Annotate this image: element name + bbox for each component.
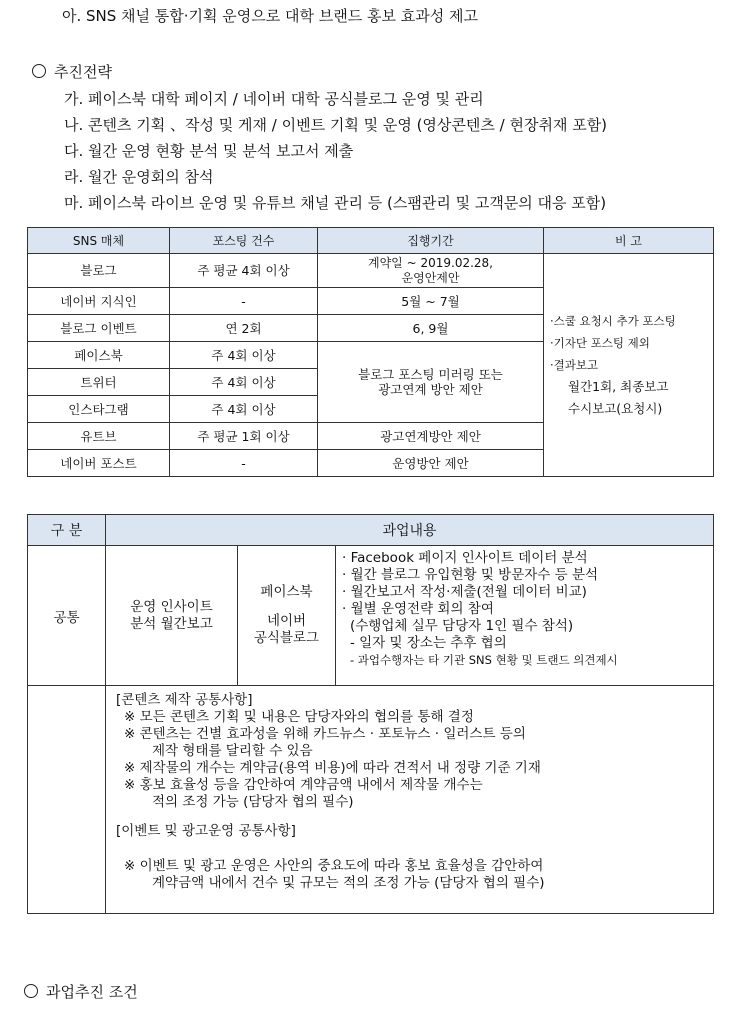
period-line: 블로그 포스팅 미러링 또는 xyxy=(358,367,503,382)
bullet-line: - 과업수행자는 타 기관 SNS 현황 및 트랜드 의견제시 xyxy=(350,653,618,667)
bullet-line: - 일자 및 장소는 추후 협의 xyxy=(350,635,507,651)
table-header-row xyxy=(28,515,714,546)
table-header-row xyxy=(28,228,714,254)
period-cell: 광고연계방안 제안 xyxy=(318,423,544,450)
note-line: ※ 제작물의 개수는 계약금(용역 비용)에 따라 견적서 내 정량 기준 기재 xyxy=(124,760,541,776)
media-cell: 인스타그램 xyxy=(28,396,170,423)
next-section-heading xyxy=(24,982,138,1002)
strategy-item: 다. 월간 운영 현황 분석 및 분석 보고서 제출 xyxy=(64,142,354,160)
remark-line: ·결과보고 xyxy=(550,358,599,372)
remarks-cell xyxy=(544,254,714,477)
period-line: 운영안제안 xyxy=(401,270,460,285)
strategy-title: 추진전략 xyxy=(54,63,112,81)
task-content-table xyxy=(27,514,714,914)
note-line: ※ 홍보 효율성 등을 감안하여 계약금액 내에서 제작물 개수는 xyxy=(124,777,483,793)
strategy-item: 가. 페이스북 대학 페이지 / 네이버 대학 공식블로그 운영 및 관리 xyxy=(64,90,484,108)
next-section-title: 과업추진 조건 xyxy=(46,983,138,1001)
notes-cell xyxy=(106,686,714,914)
circle-bullet-icon xyxy=(24,984,38,998)
remark-line: ·기자단 포스팅 제외 xyxy=(550,336,650,350)
count-cell: 주 4회 이상 xyxy=(170,342,318,369)
subcategory-line: 운영 인사이트 xyxy=(130,598,213,615)
count-cell: 연 2회 xyxy=(170,315,318,342)
table-row xyxy=(28,686,714,914)
table-row xyxy=(28,546,714,686)
strategy-item: 라. 월간 운영회의 참석 xyxy=(64,168,214,186)
count-cell: - xyxy=(170,450,318,477)
period-cell xyxy=(318,254,544,288)
count-cell: 주 4회 이상 xyxy=(170,396,318,423)
header-media: SNS 매체 xyxy=(28,228,170,254)
media-cell: 유트브 xyxy=(28,423,170,450)
note-line: ※ 콘텐츠는 건별 효과성을 위해 카드뉴스 · 포토뉴스 · 일러스트 등의 xyxy=(124,726,526,742)
strategy-item: 마. 페이스북 라이브 운영 및 유튜브 채널 관리 등 (스팸관리 및 고객문의 대응 포함) xyxy=(64,194,607,212)
period-line: 계약일 ~ 2019.02.28, xyxy=(368,255,493,270)
period-line: 광고연계 방안 제안 xyxy=(378,382,483,397)
media-cell: 네이버 지식인 xyxy=(28,288,170,315)
channel-cell xyxy=(238,546,336,686)
media-cell: 블로그 xyxy=(28,254,170,288)
bullet-line: · 월별 운영전략 회의 참여 xyxy=(342,601,494,617)
subcategory-line: 분석 월간보고 xyxy=(130,615,213,632)
count-cell: 주 평균 4회 이상 xyxy=(170,254,318,288)
empty-category-cell xyxy=(28,686,106,914)
sns-media-table xyxy=(27,227,714,477)
remark-line: 수시보고(요청시) xyxy=(568,401,663,416)
count-cell: - xyxy=(170,288,318,315)
merged-period-cell xyxy=(318,342,544,423)
note-line: 계약금액 내에서 건수 및 규모는 적의 조정 가능 (담당자 협의 필수) xyxy=(152,875,545,891)
channel-line: 공식블로그 xyxy=(253,630,320,646)
bullet-line: · 월간보고서 작성·제출(전월 데이터 비교) xyxy=(342,584,587,600)
header-period: 집행기간 xyxy=(318,228,544,254)
remark-line: ·스쿨 요청시 추가 포스팅 xyxy=(550,314,676,328)
media-cell: 블로그 이벤트 xyxy=(28,315,170,342)
note-line: 적의 조정 가능 (담당자 협의 필수) xyxy=(152,794,354,810)
intro-line: 아. SNS 채널 통합·기획 운영으로 대학 브랜드 홍보 효과성 제고 xyxy=(62,7,478,25)
strategy-item: 나. 콘텐츠 기획 、작성 및 게재 / 이벤트 기획 및 운영 (영상콘텐츠 / 현장취재 포함) xyxy=(64,116,608,134)
media-cell: 네이버 포스트 xyxy=(28,450,170,477)
remark-line: 월간1회, 최종보고 xyxy=(568,379,669,394)
note-line: ※ 이벤트 및 광고 운영은 사안의 중요도에 따라 홍보 효율성을 감안하여 xyxy=(124,858,544,874)
notes-title: [콘텐츠 제작 공통사항] xyxy=(116,692,253,708)
header-remarks: 비 고 xyxy=(544,228,714,254)
period-cell: 6, 9월 xyxy=(318,315,544,342)
bullet-line: · Facebook 페이지 인사이트 데이터 분석 xyxy=(342,550,588,566)
channel-line: 네이버 xyxy=(266,613,307,629)
table-row xyxy=(28,254,714,288)
header-count: 포스팅 건수 xyxy=(170,228,318,254)
subcategory-cell xyxy=(106,546,238,686)
note-line: 제작 형태를 달리할 수 있음 xyxy=(152,743,313,759)
channel-line: 페이스북 xyxy=(260,584,313,600)
period-cell: 5월 ~ 7월 xyxy=(318,288,544,315)
media-cell: 트위터 xyxy=(28,369,170,396)
header-task-content: 과업내용 xyxy=(106,515,714,546)
header-category: 구 분 xyxy=(28,515,106,546)
bullet-cell xyxy=(336,546,714,686)
bullet-line: · 월간 블로그 유입현황 및 방문자수 등 분석 xyxy=(342,567,599,583)
bullet-line: (수행업체 실무 담당자 1인 필수 참석) xyxy=(350,618,574,634)
count-cell: 주 평균 1회 이상 xyxy=(170,423,318,450)
strategy-heading xyxy=(32,62,112,82)
period-cell: 운영방안 제안 xyxy=(318,450,544,477)
notes-title: [이벤트 및 광고운영 공통사항] xyxy=(116,823,296,839)
media-cell: 페이스북 xyxy=(28,342,170,369)
circle-bullet-icon xyxy=(32,64,46,78)
category-cell: 공통 xyxy=(28,546,106,686)
note-line: ※ 모든 콘텐츠 기획 및 내용은 담당자와의 협의를 통해 결정 xyxy=(124,709,474,725)
count-cell: 주 4회 이상 xyxy=(170,369,318,396)
